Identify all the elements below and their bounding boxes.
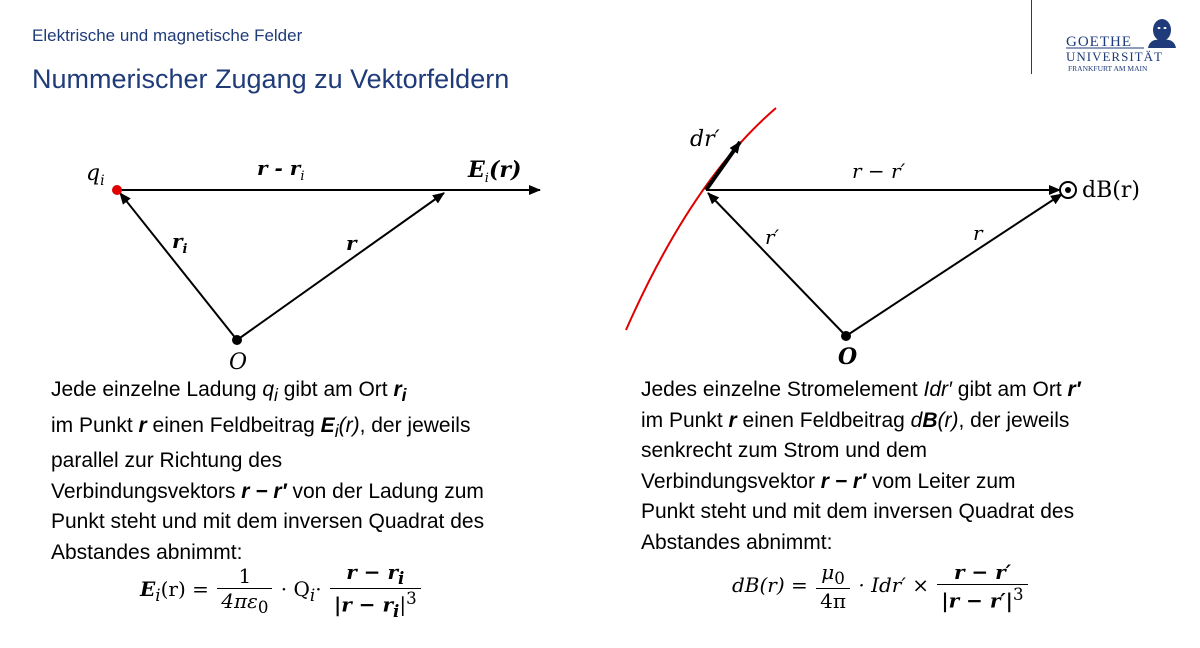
vector-r-right bbox=[846, 194, 1062, 336]
coulomb-formula: $E_i(r)$ = $\frac{1}{4\pi\varepsilon_0}$ · $Q_i\cdot$ $\frac{r - r_i}{|r - r_i|^3}$ bbox=[140, 560, 423, 621]
charge-label: $q_i$ bbox=[86, 161, 105, 189]
top-vector-label-right: r − r′ bbox=[852, 159, 906, 183]
vector-rprime-label: r′ bbox=[765, 225, 780, 249]
right-description: Jedes einzelne Stromelement Idr′ gibt am Ort r′ im Punkt r einen Feldbeitrag dB(r), der jeweils senkrecht zum Strom und dem Verbindungsvektor r − r′ vom Leiter zum Punkt steht und mit dem inversen Quadrat des Abstandes abnimmt: bbox=[641, 378, 1081, 554]
vector-ri bbox=[120, 193, 237, 340]
slide-title: Nummerischer Zugang zu Vektorfeldern bbox=[32, 64, 510, 94]
fraction-constant: $\frac{1}{4\pi\varepsilon_0}$ bbox=[217, 564, 272, 617]
origin-point bbox=[232, 335, 242, 345]
fraction-vector-right: $\frac{r - r'}{|r - r'|^3}$ bbox=[937, 560, 1027, 613]
svg-text:FRANKFURT AM MAIN: FRANKFURT AM MAIN bbox=[1068, 64, 1148, 73]
field-label-right: dB(r) bbox=[1082, 178, 1140, 203]
biot-savart-formula: dB(r) = $\frac{\mu_0}{4\pi}$ · Idr′ × $\frac{r - r'}{|r - r'|^3}$ bbox=[732, 560, 1030, 613]
vector-ri-label: $r_i$ bbox=[172, 229, 188, 257]
origin-point-right bbox=[841, 331, 851, 341]
charge-point bbox=[112, 185, 122, 195]
fraction-mu: $\frac{\mu_0}{4\pi}$ bbox=[816, 560, 850, 613]
left-diagram bbox=[86, 156, 540, 375]
vector-r bbox=[237, 193, 444, 340]
origin-label-right: O bbox=[838, 344, 858, 370]
svg-text:UNIVERSITÄT: UNIVERSITÄT bbox=[1066, 49, 1163, 64]
left-description: Jede einzelne Ladung $q_i$ gibt am Ort $r_i$ im Punkt r einen Feldbeitrag $E_i(r)$, der jeweils parallel zur Richtung des Verbindungsvektors r − r′ von der Ladung zum Punkt steht und mit dem inversen Quadrat des Abstandes abnimmt: bbox=[51, 378, 485, 564]
origin-label: O bbox=[229, 350, 248, 375]
field-label: $E_i(r)$ bbox=[468, 157, 522, 186]
svg-text:GOETHE: GOETHE bbox=[1066, 34, 1132, 50]
top-vector-label: r - $r_i$ bbox=[257, 156, 305, 184]
vector-r-label: r bbox=[346, 231, 357, 255]
vector-rprime bbox=[708, 193, 846, 336]
fraction-vector: $\frac{r - r_i}{|r - r_i|^3}$ bbox=[330, 560, 421, 621]
slide-subtitle: Elektrische und magnetische Felder bbox=[32, 26, 303, 45]
vector-r-label-right: r bbox=[973, 221, 983, 245]
right-diagram bbox=[626, 108, 1140, 370]
current-element-label: dr′ bbox=[690, 127, 720, 152]
